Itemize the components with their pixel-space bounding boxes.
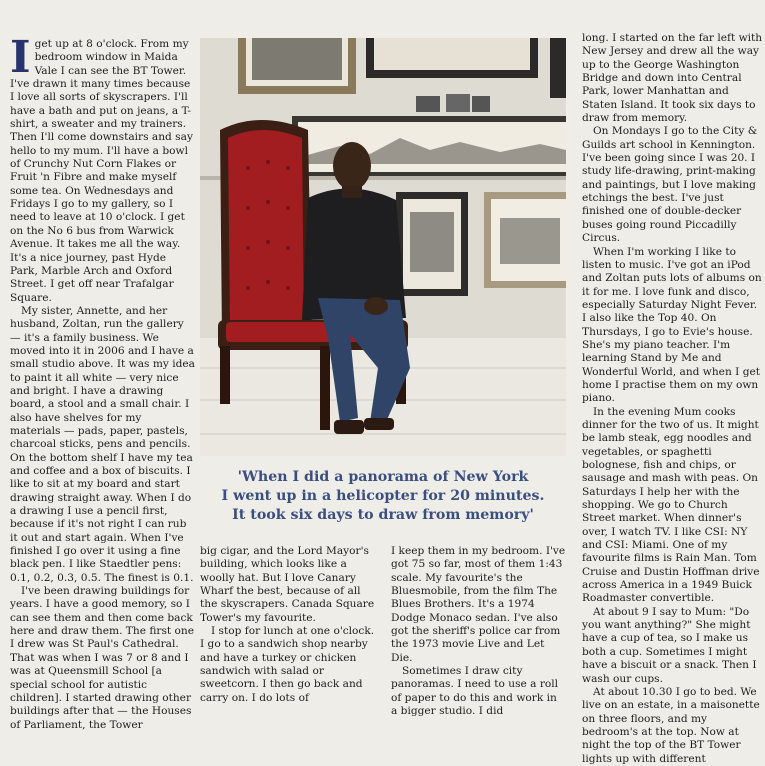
pull-quote-line: It took six days to draw from memory' bbox=[232, 507, 534, 523]
artist-photo bbox=[200, 38, 566, 456]
pull-quote-line: I went up in a helicopter for 20 minutes. bbox=[221, 488, 545, 504]
paragraph: On Mondays I go to the City & Guilds art school in Kennington. I've been going since I was 20. I study life-drawing, print-making and paintings, but I love making etchings the best. I've just finished one of double-decker buses going round Piccadilly Circus. bbox=[582, 125, 758, 245]
paragraph: I stop for lunch at one o'clock. I go to a sandwich shop nearby and have a turkey or chicken sandwich with salad or sweetcorn. I then go back and carry on. I do lots of bbox=[200, 625, 375, 704]
article-column-1 bbox=[10, 32, 195, 731]
paragraph: I get up at 8 o'clock. From my bedroom window in Maida Vale I can see the BT Tower. I've drawn it many times because I love all sorts of skyscrapers. I'll have a bath and put on jeans, a T-shirt, a sweater and my trainers. Then I'll come downstairs and say hello to my mum. I'll have a bowl of Crunchy Nut Corn Flakes or Fruit 'n Fibre and make myself some tea. On Wednesdays and Fridays I go to my gallery, so I need to leave at 10 o'clock. I get on the No 6 bus from Warwick Avenue. It takes me all the way. It's a nice journey, past Hyde Park, Marble Arch and Oxford Street. I get off near Trafalgar Square. bbox=[10, 32, 193, 304]
paragraph: In the evening Mum cooks dinner for the two of us. It might be lamb steak, egg noodles and vegetables, or spaghetti bolognese, fish and chips, or sausage and mash with peas. On Saturdays I help her with the shopping. We go to Church Street market. When dinner's over, I watch TV. I like CSI: NY and CSI: Miami. One of my favourite films is Rain Man. Tom Cruise and Dustin Hoffman drive across America in a 1949 Buick Roadmaster convertible. bbox=[582, 405, 760, 605]
paragraph: big cigar, and the Lord Mayor's building, which looks like a woolly hat. But I love Canary Wharf the best, because of all the skyscrapers. Canada Square Tower's my favourite. bbox=[200, 545, 375, 624]
paragraph: long. I started on the far left with New Jersey and drew all the way up to the George Washington Bridge and down into Central Park, lower Manhattan and Staten Island. It took six days to draw from memory. bbox=[582, 32, 763, 125]
drop-cap: I bbox=[10, 32, 31, 83]
paragraph: My sister, Annette, and her husband, Zoltan, run the gallery — it's a family business. We moved into it in 2006 and I have a small studio above. It was my idea to paint it all white — very nice and bright. I have a drawing board, a stool and a small chair. I also have shelves for my materials — pads, paper, pastels, charcoal sticks, pens and pencils. On the bottom shelf I have my tea and coffee and a box of biscuits. I like to sit at my board and start drawing straight away. When I do a drawing I use a pencil first, because if it's not right I can rub it out and start again. When I've finished I go over it using a fine black pen. I like Staedtler pens: 0.1, 0.2, 0.3, 0.5. The finest is 0.1. bbox=[10, 304, 195, 584]
paragraph: At about 10.30 I go to bed. We live on an estate, in a maisonette on three floors, and my bedroom's at the top. Now at night the top of the BT Tower lights up with different bbox=[582, 685, 760, 765]
paragraph: Sometimes I draw city panoramas. I need to use a roll of paper to do this and work in a bigger studio. I did bbox=[391, 665, 559, 718]
paragraph: I keep them in my bedroom. I've got 75 so far, most of them 1:43 scale. My favourite's the Bluesmobile, from the film The Blues Brothers. It's a 1974 Dodge Monaco sedan. I've also got the sheriff's police car from the 1973 movie Live and Let Die. bbox=[391, 545, 566, 664]
paragraph: When I'm working I like to listen to music. I've got an iPod and Zoltan puts lots of albums on it for me. I love funk and disco, especially Saturday Night Fever. I also like the Top 40. On Thursdays, I go to Evie's house. She's my piano teacher. I'm learning Stand by Me and Wonderful World, and when I get home I practise them on my own piano. bbox=[582, 245, 762, 405]
article-column-2 bbox=[200, 545, 375, 704]
pull-quote bbox=[200, 468, 566, 525]
article-column-4 bbox=[582, 32, 764, 765]
pull-quote-line: 'When I did a panorama of New York bbox=[237, 469, 529, 485]
paragraph: At about 9 I say to Mum: "Do you want anything?" She might have a cup of tea, so I make us both a cup. Sometimes I might have a biscuit or a snack. Then I wash our cups. bbox=[582, 605, 757, 685]
article-column-3 bbox=[391, 545, 566, 718]
paragraph: I've been drawing buildings for years. I have a good memory, so I can see them and then come back here and draw them. The first one I drew was St Paul's Cathedral. That was when I was 7 or 8 and I was at Queensmill School [a special school for autistic children]. I started drawing other buildings after that — the Houses of Parliament, the Tower bbox=[10, 585, 194, 731]
